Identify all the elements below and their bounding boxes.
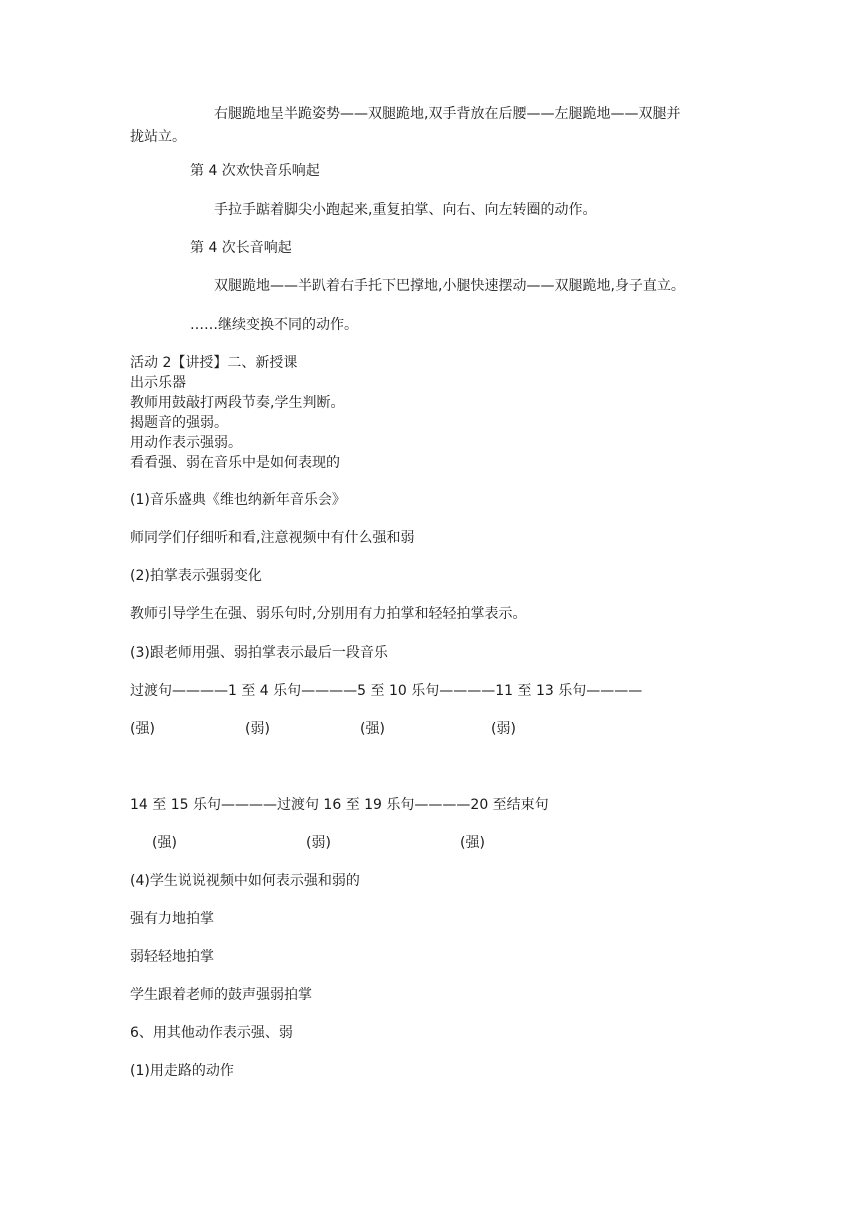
step-4: 用动作表示强弱。 — [130, 435, 242, 451]
dynamic-mark: (强) — [360, 721, 385, 737]
step-5: 看看强、弱在音乐中是如何表现的 — [130, 455, 340, 471]
intro-line-4: 手拉手踮着脚尖小跑起来,重复拍掌、向右、向左转圈的动作。 — [214, 202, 597, 218]
step-2: 教师用鼓敲打两段节奏,学生判断。 — [130, 395, 345, 411]
intro-line-2: 拢站立。 — [130, 129, 186, 145]
activity-heading: 活动 2【讲授】二、新授课 — [130, 355, 298, 371]
dynamic-mark: (强) — [130, 721, 155, 737]
dynamic-mark: (弱) — [491, 721, 516, 737]
dynamic-mark: (弱) — [306, 835, 331, 851]
dynamic-mark: (弱) — [245, 721, 270, 737]
dynamic-mark: (强) — [460, 835, 485, 851]
section-6-heading: 6、用其他动作表示强、弱 — [130, 1025, 293, 1041]
item-1-desc: 师同学们仔细听和看,注意视频中有什么强和弱 — [130, 530, 415, 546]
drum-clap-desc: 学生跟着老师的鼓声强弱拍掌 — [130, 987, 312, 1003]
item-4: (4)学生说说视频中如何表示强和弱的 — [130, 873, 360, 889]
dynamic-mark: (强) — [152, 835, 177, 851]
intro-line-5: 第 4 次长音响起 — [190, 240, 292, 256]
phrase-sequence-2: 14 至 15 乐句————过渡句 16 至 19 乐句————20 至结束句 — [130, 797, 549, 813]
item-2: (2)拍掌表示强弱变化 — [130, 568, 262, 584]
section-6-item-1: (1)用走路的动作 — [130, 1063, 234, 1079]
intro-line-7: ……继续变换不同的动作。 — [190, 317, 358, 333]
item-3: (3)跟老师用强、弱拍掌表示最后一段音乐 — [130, 645, 388, 661]
step-3: 揭题音的强弱。 — [130, 415, 228, 431]
intro-line-3: 第 4 次欢快音乐响起 — [190, 163, 320, 179]
weak-desc: 弱轻轻地拍掌 — [130, 949, 214, 965]
item-1: (1)音乐盛典《维也纳新年音乐会》 — [130, 492, 346, 508]
phrase-sequence-1: 过渡句————1 至 4 乐句————5 至 10 乐句————11 至 13 乐句———— — [130, 683, 643, 699]
strong-desc: 强有力地拍掌 — [130, 911, 214, 927]
item-2-desc: 教师引导学生在强、弱乐句时,分别用有力拍掌和轻轻拍掌表示。 — [130, 606, 527, 622]
intro-line-1: 右腿跪地呈半跪姿势——双腿跪地,双手背放在后腰——左腿跪地——双腿并 — [214, 106, 681, 122]
step-1: 出示乐器 — [130, 375, 186, 391]
intro-line-6: 双腿跪地——半趴着右手托下巴撑地,小腿快速摆动——双腿跪地,身子直立。 — [214, 278, 685, 294]
